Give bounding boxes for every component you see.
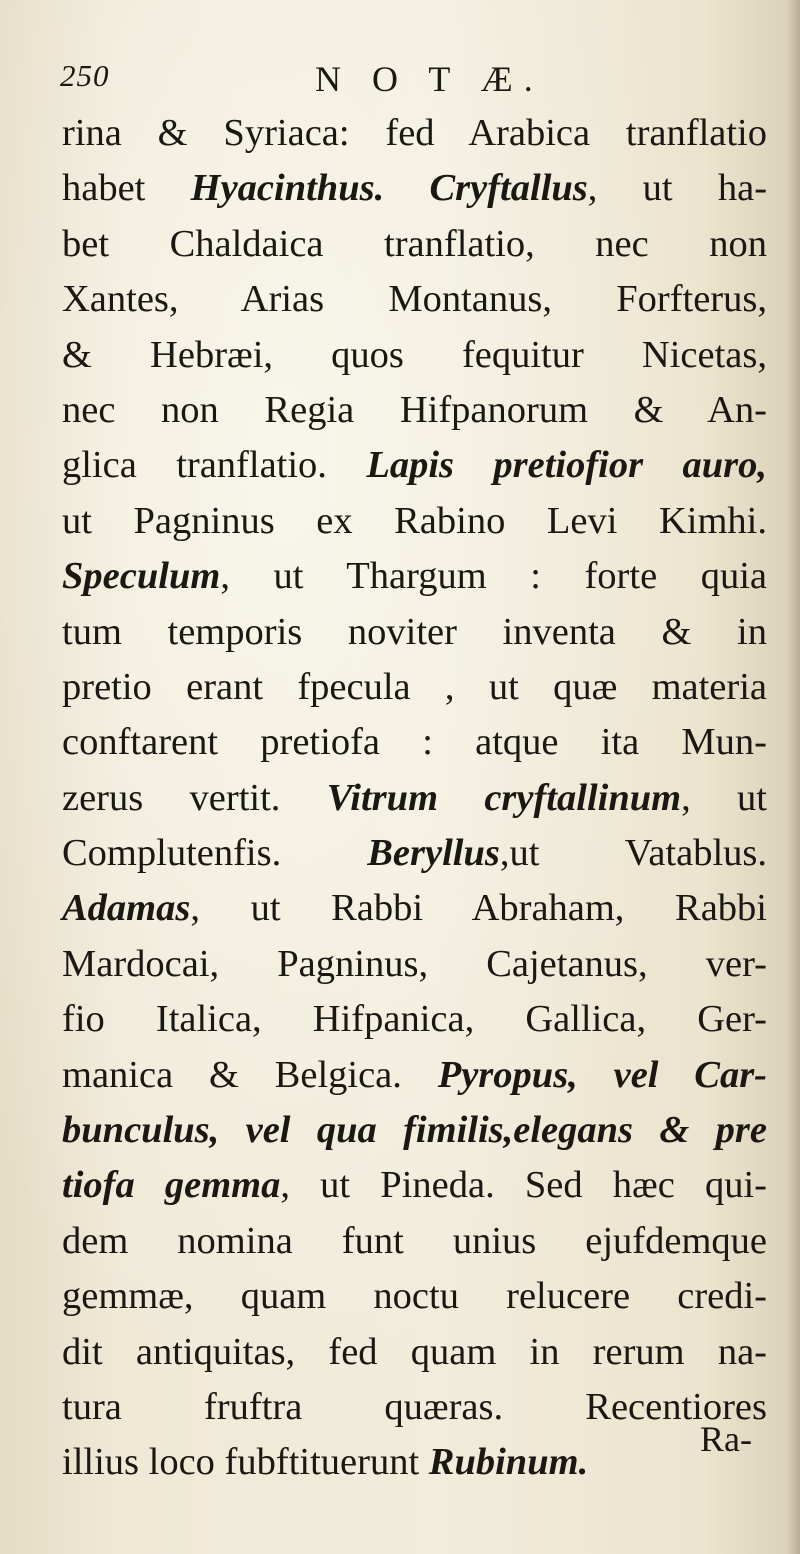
text-run: pretio erant fpecula , ut quæ materia (62, 665, 767, 708)
text-run: bet Chaldaica tranflatio, nec non (62, 222, 767, 265)
text-run: illius loco fubftituerunt (62, 1441, 429, 1484)
page-number: 250 (60, 58, 110, 93)
text-run (384, 167, 429, 209)
text-run: , ut Pineda. Sed hæc qui- (280, 1164, 767, 1207)
text-run: , ut (681, 776, 768, 819)
italic-term: Vitrum cryftallinum (326, 776, 682, 819)
text-run: , ut Thargum : forte quia (220, 555, 767, 598)
text-run: gemmæ, quam noctu relucere credi- (62, 1275, 767, 1318)
italic-term: Rubinum. (428, 1441, 589, 1484)
text-line (62, 1103, 767, 1158)
text-line (62, 106, 767, 161)
text-run: habet (62, 167, 191, 210)
text-line (62, 161, 767, 216)
text-run: tura fruftra quæras. Recentiores (62, 1385, 767, 1428)
text-line (62, 383, 767, 438)
text-run: Mardocai, Pagninus, Cajetanus, ver- (62, 942, 767, 985)
text-line (62, 217, 767, 272)
text-run: rina & Syriaca: fed Arabica tranflatio (62, 112, 767, 154)
italic-term: Adamas (62, 887, 191, 930)
text-run: dem nomina funt unius ejufdemque (62, 1219, 767, 1262)
text-line (62, 1158, 767, 1213)
text-run: conftarent pretiofa : atque ita Mun- (62, 721, 767, 764)
text-run: zerus vertit. (62, 776, 327, 819)
text-line (62, 1435, 767, 1490)
text-line (62, 1325, 767, 1380)
text-line (62, 605, 767, 660)
text-line (62, 937, 767, 992)
italic-term: Cryftallus (429, 167, 588, 210)
text-run: , ut Rabbi Abraham, Rabbi (190, 887, 767, 930)
text-run: dit antiquitas, fed quam in rerum na- (62, 1330, 767, 1373)
text-run: & Hebræi, quos fequitur Nicetas, (62, 333, 767, 376)
italic-term: Pyropus, vel Car- (437, 1053, 767, 1096)
text-run: Complutenfis. (62, 832, 368, 875)
italic-term: tiofa gemma (62, 1164, 281, 1207)
text-line (62, 881, 767, 936)
text-line (62, 992, 767, 1047)
text-line (62, 272, 767, 327)
text-line (62, 660, 767, 715)
text-run: , ut ha- (587, 167, 768, 210)
text-run: Xantes, Arias Montanus, Forfterus, (62, 278, 767, 321)
italic-term: bunculus, vel qua fimilis,elegans & pre (62, 1109, 767, 1152)
text-line (62, 494, 767, 549)
running-head: N O T Æ. (315, 59, 544, 99)
text-run: glica tranflatio. (62, 444, 367, 487)
text-run: ut Pagninus ex Rabino Levi Kimhi. (62, 499, 767, 542)
body-text (62, 106, 767, 1491)
text-line (62, 328, 767, 383)
text-line (62, 715, 767, 770)
text-run: fio Italica, Hifpanica, Gallica, Ger- (62, 998, 767, 1041)
text-line (62, 1269, 767, 1324)
text-run: tum temporis noviter inventa & in (62, 610, 767, 653)
italic-term: Hyacinthus. (190, 167, 385, 210)
text-line (62, 1214, 767, 1269)
text-line (62, 1380, 767, 1435)
text-line (62, 826, 767, 881)
italic-term: Beryllus (367, 832, 500, 875)
text-run: nec non Regia Hifpanorum & An- (62, 388, 767, 431)
text-line (62, 771, 767, 826)
text-run: ,ut Vatablus. (499, 832, 767, 875)
catchword: Ra- (700, 1419, 752, 1459)
text-line (62, 438, 767, 493)
text-line (62, 549, 767, 604)
italic-term: Lapis pretiofior auro, (366, 444, 767, 487)
page-edge-shadow (786, 0, 800, 1554)
text-line (62, 1048, 767, 1103)
italic-term: Speculum (62, 555, 221, 598)
text-run: manica & Belgica. (62, 1053, 438, 1096)
page-header (60, 58, 760, 106)
